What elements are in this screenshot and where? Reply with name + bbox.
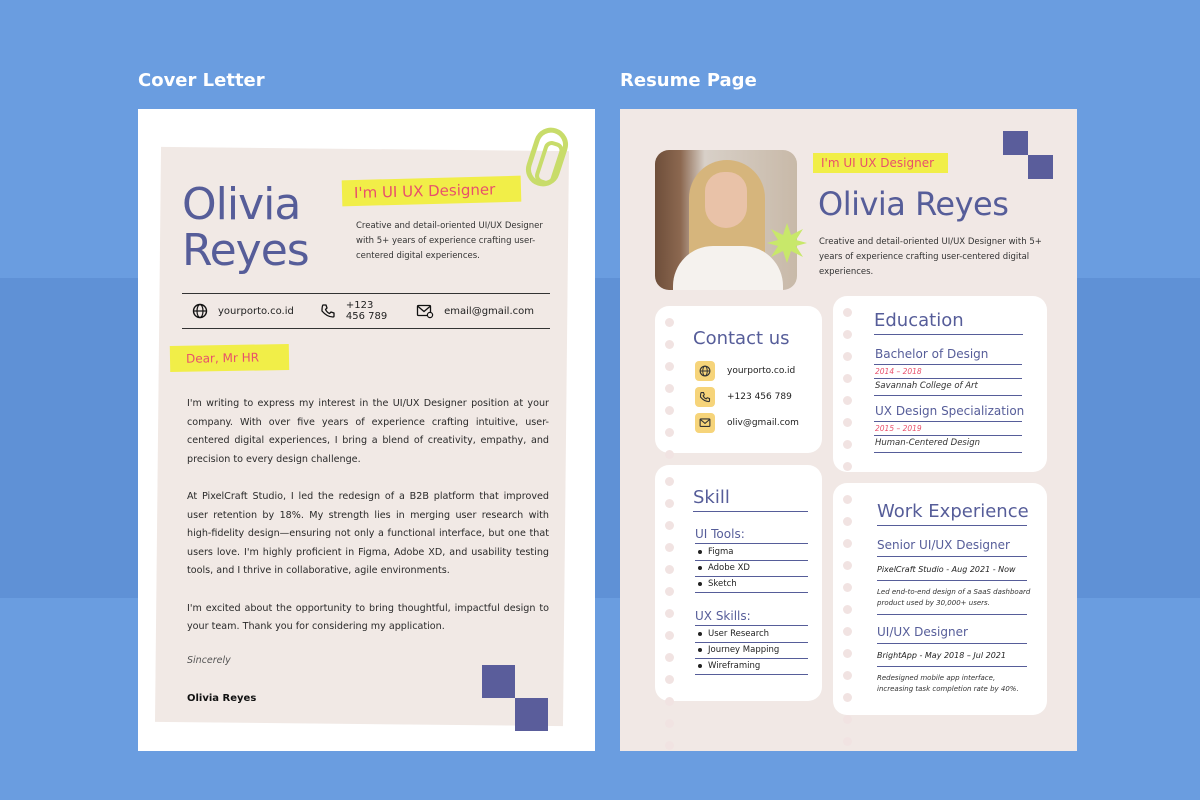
profile-photo <box>655 150 797 290</box>
resume-page-heading: Resume Page <box>620 70 757 91</box>
skill-card <box>655 465 822 701</box>
globe-icon <box>695 361 715 381</box>
starburst-icon <box>765 221 809 265</box>
job-description: Led end-to-end design of a SaaS dashboard product used by 30,000+ users. <box>877 588 1031 607</box>
binder-dots <box>843 495 852 751</box>
job-meta: PixelCraft Studio - Aug 2021 - Now <box>877 565 1016 574</box>
phone-icon <box>320 303 336 319</box>
skill-title: Skill <box>693 487 730 508</box>
education-years: 2015 – 2019 <box>875 424 922 433</box>
education-degree: Bachelor of Design <box>875 347 989 361</box>
decor-square <box>515 698 548 731</box>
job-meta: BrightApp - May 2018 – Jul 2021 <box>877 651 1006 660</box>
skill-item: Wireframing <box>695 659 808 675</box>
cover-paragraph: I'm excited about the opportunity to bring thoughtful, impactful design to your team. Thank you for considering my application. <box>187 602 549 633</box>
resume-description: Creative and detail-oriented UI/UX Designer with 5+ years of experience crafting user-centered digital experiences. <box>819 237 1042 277</box>
contact-email[interactable] <box>695 413 799 433</box>
decor-square <box>1003 131 1028 155</box>
cover-letter-page <box>138 109 595 751</box>
cover-name-last: Reyes <box>182 225 309 276</box>
ui-tools-label: UI Tools: <box>695 527 745 541</box>
education-card <box>833 296 1047 472</box>
cover-name <box>182 179 309 276</box>
contact-title: Contact us <box>693 328 790 349</box>
contact-website-text: yourporto.co.id <box>727 366 796 376</box>
cover-paragraph: At PixelCraft Studio, I led the redesign of a B2B platform that improved user retention by 18%. My strength lies in merging user research with high-fidelity design—ensuring not only a functional interface, but one that users love. I'm highly proficient in Figma, Adobe XD, and usability testing tools, and I thrive in collaborative, agile environments. <box>187 490 549 577</box>
resume-role-highlight: I'm UI UX Designer <box>813 153 948 173</box>
cover-letter-heading: Cover Letter <box>138 70 265 91</box>
skill-item: Sketch <box>695 577 808 593</box>
education-school: Savannah College of Art <box>875 381 978 391</box>
work-experience-card <box>833 483 1047 715</box>
job-role: Senior UI/UX Designer <box>877 538 1010 552</box>
cover-phone-text: +123 456 789 <box>345 300 388 322</box>
binder-dots <box>665 318 674 481</box>
skill-item: Adobe XD <box>695 561 808 577</box>
cover-role-highlight: I'm UI UX Designer <box>342 176 522 207</box>
education-degree: UX Design Specialization <box>875 404 1025 418</box>
decor-square <box>482 665 515 698</box>
contact-website[interactable] <box>695 361 795 381</box>
cover-greeting: Dear, Mr HR <box>170 344 289 372</box>
ux-skills-label: UX Skills: <box>695 609 751 623</box>
education-school: Human-Centered Design <box>875 438 981 448</box>
skill-item: Figma <box>695 545 808 561</box>
cover-contact-bar <box>182 293 550 329</box>
job-description: Redesigned mobile app interface, increasing task completion rate by 40%. <box>877 674 1019 693</box>
contact-card <box>655 306 822 453</box>
cover-contact-website[interactable] <box>192 303 294 319</box>
resume-name: Olivia Reyes <box>818 185 1009 223</box>
resume-page <box>620 109 1077 751</box>
cover-contact-email[interactable] <box>416 303 534 319</box>
work-title: Work Experience <box>877 501 1029 522</box>
cover-paragraph: I'm writing to express my interest in the UI/UX Designer position at your company. With over five years of experience crafting intuitive, user-centered digital experiences, I bring a blend of creativity, empathy, and precision to every design challenge. <box>187 398 549 465</box>
cover-name-first: Olivia <box>182 179 301 230</box>
cover-description: Creative and detail-oriented UI/UX Designer with 5+ years of experience crafting user-centered digital experiences. <box>356 221 543 261</box>
cover-website-text: yourporto.co.id <box>218 305 294 317</box>
globe-icon <box>192 303 208 319</box>
cover-closing: Sincerely <box>187 655 231 666</box>
cover-body <box>187 395 549 655</box>
contact-phone-text: +123 456 789 <box>727 392 792 402</box>
education-years: 2014 – 2018 <box>875 367 922 376</box>
skill-item: Journey Mapping <box>695 643 808 659</box>
decor-square <box>1028 155 1053 179</box>
job-role: UI/UX Designer <box>877 625 968 639</box>
phone-icon <box>695 387 715 407</box>
education-title: Education <box>874 310 964 331</box>
cover-email-text: email@gmail.com <box>444 305 534 317</box>
skill-item: User Research <box>695 627 808 643</box>
cover-contact-phone[interactable] <box>320 300 390 322</box>
contact-email-text: oliv@gmail.com <box>727 418 799 428</box>
contact-phone[interactable] <box>695 387 792 407</box>
cover-signature: Olivia Reyes <box>187 693 257 704</box>
binder-dots <box>665 477 674 750</box>
email-icon <box>416 303 434 319</box>
email-icon <box>695 413 715 433</box>
